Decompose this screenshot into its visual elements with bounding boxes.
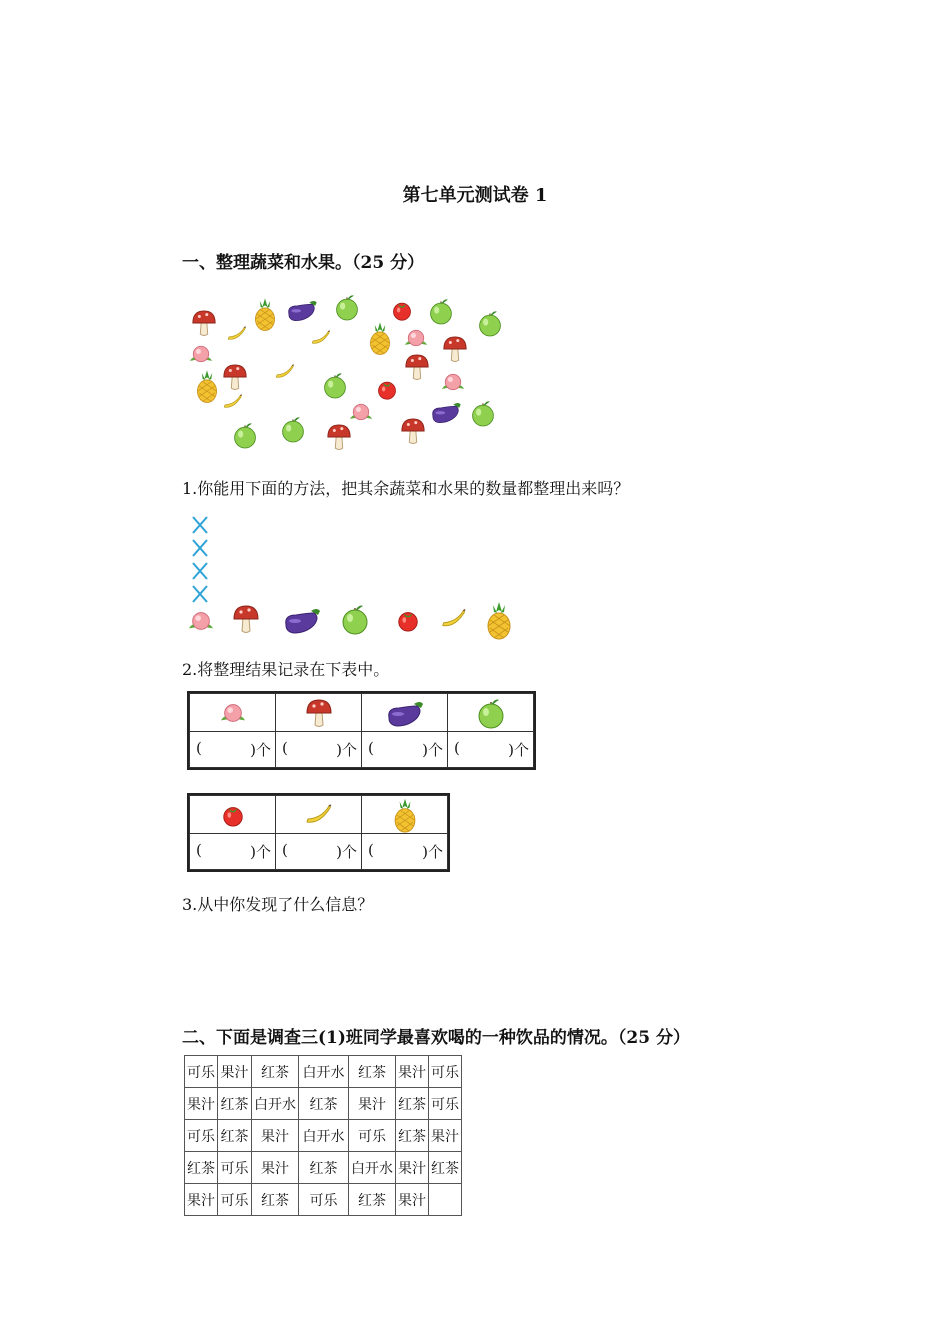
- apple-icon: [476, 697, 506, 729]
- peach-icon: [401, 326, 431, 350]
- page-title: 第七单元测试卷 1: [402, 185, 548, 206]
- survey-cell: 果汁: [396, 1184, 429, 1216]
- survey-cell: 可乐: [218, 1152, 252, 1184]
- mushroom-icon: [305, 697, 333, 729]
- survey-cell: 红茶: [218, 1088, 252, 1120]
- survey-cell: 果汁: [252, 1120, 299, 1152]
- survey-cell: 可乐: [218, 1184, 252, 1216]
- banana-icon: [222, 394, 244, 410]
- survey-cell: 红茶: [252, 1184, 299, 1216]
- survey-cell: 果汁: [396, 1056, 429, 1088]
- apple-icon: [334, 292, 360, 322]
- survey-cell: 可乐: [299, 1184, 349, 1216]
- table-cell-tomato: [190, 796, 276, 834]
- survey-cell: 红茶: [429, 1152, 462, 1184]
- mushroom-icon: [404, 352, 430, 382]
- survey-cell: 红茶: [185, 1152, 218, 1184]
- survey-cell: 红茶: [396, 1120, 429, 1152]
- mushroom-icon: [191, 308, 217, 338]
- survey-cell: 果汁: [185, 1088, 218, 1120]
- survey-cell: 红茶: [349, 1184, 396, 1216]
- pineapple-icon: [252, 296, 278, 332]
- survey-cell: 果汁: [429, 1120, 462, 1152]
- apple-icon: [280, 414, 306, 444]
- mushroom-icon: [222, 362, 248, 392]
- table-row: [185, 1056, 462, 1088]
- tomato-icon: [391, 299, 413, 321]
- survey-cell: 果汁: [396, 1152, 429, 1184]
- table-row: [185, 1120, 462, 1152]
- banana-icon: [274, 364, 296, 380]
- banana-icon: [304, 804, 334, 826]
- table-row: [185, 1088, 462, 1120]
- table-cell-banana: [276, 796, 362, 834]
- answer-blank[interactable]: ( )个: [362, 732, 448, 768]
- answer-blank[interactable]: ( )个: [448, 732, 534, 768]
- peach-icon: [186, 342, 216, 366]
- record-table-2: [189, 795, 448, 870]
- answer-blank[interactable]: ( )个: [190, 732, 276, 768]
- apple-icon: [470, 398, 496, 428]
- apple-icon: [232, 420, 258, 450]
- survey-cell: 可乐: [185, 1056, 218, 1088]
- apple-icon: [340, 602, 370, 636]
- table-cell-apple: [448, 694, 534, 732]
- survey-cell: 白开水: [349, 1152, 396, 1184]
- eggplant-icon: [428, 398, 464, 426]
- survey-cell: 红茶: [299, 1088, 349, 1120]
- question-1: 1.你能用下面的方法，把其余蔬菜和水果的数量都整理出来吗？: [182, 479, 630, 498]
- answer-blank[interactable]: ( )个: [276, 732, 362, 768]
- mushroom-icon: [232, 602, 260, 636]
- question-3: 3.从中你发现了什么信息？: [182, 895, 374, 914]
- eggplant-icon: [383, 697, 427, 729]
- pineapple-icon: [484, 600, 514, 640]
- table-cell-eggplant: [362, 694, 448, 732]
- survey-cell: 果汁: [185, 1184, 218, 1216]
- apple-icon: [428, 296, 454, 326]
- survey-cell: 红茶: [252, 1056, 299, 1088]
- apple-icon: [477, 308, 503, 338]
- survey-cell: 红茶: [349, 1056, 396, 1088]
- banana-icon: [440, 608, 468, 630]
- section-2-heading: 二、下面是调查三(1)班同学最喜欢喝的一种饮品的情况。（25 分）: [182, 1028, 690, 1048]
- pineapple-icon: [194, 368, 220, 404]
- peach-icon: [438, 370, 468, 394]
- tally-marks: [190, 514, 210, 606]
- survey-cell: 可乐: [429, 1056, 462, 1088]
- survey-cell: 红茶: [218, 1120, 252, 1152]
- survey-cell: 果汁: [349, 1088, 396, 1120]
- fruit-vegetable-picture: [182, 290, 512, 460]
- pineapple-icon: [391, 797, 419, 833]
- tomato-icon: [396, 608, 420, 632]
- survey-cell: 可乐: [185, 1120, 218, 1152]
- tomato-icon: [221, 802, 245, 828]
- banana-icon: [226, 326, 248, 342]
- table-cell-peach: [190, 694, 276, 732]
- table-cell-pineapple: [362, 796, 448, 834]
- category-row: [184, 600, 524, 640]
- pineapple-icon: [367, 320, 393, 356]
- survey-cell: 果汁: [252, 1152, 299, 1184]
- peach-icon: [216, 700, 250, 726]
- peach-icon: [346, 400, 376, 424]
- survey-cell: 果汁: [218, 1056, 252, 1088]
- tomato-icon: [376, 378, 398, 400]
- table-cell-mushroom: [276, 694, 362, 732]
- eggplant-icon: [284, 296, 320, 324]
- section-1-heading: 一、整理蔬菜和水果。（25 分）: [182, 253, 425, 273]
- answer-blank[interactable]: ( )个: [362, 834, 448, 870]
- banana-icon: [310, 330, 332, 346]
- mushroom-icon: [326, 422, 352, 452]
- answer-blank[interactable]: ( )个: [276, 834, 362, 870]
- survey-table: [184, 1055, 462, 1216]
- tally-column: [190, 514, 210, 606]
- survey-cell: 白开水: [299, 1056, 349, 1088]
- survey-cell: [429, 1184, 462, 1216]
- answer-blank[interactable]: ( )个: [190, 834, 276, 870]
- question-2: 2.将整理结果记录在下表中。: [182, 660, 390, 679]
- survey-cell: 可乐: [429, 1088, 462, 1120]
- peach-icon: [184, 608, 218, 634]
- survey-cell: 可乐: [349, 1120, 396, 1152]
- mushroom-icon: [400, 416, 426, 446]
- table-row: [185, 1152, 462, 1184]
- survey-cell: 红茶: [396, 1088, 429, 1120]
- survey-cell: 白开水: [252, 1088, 299, 1120]
- survey-cell: 白开水: [299, 1120, 349, 1152]
- mushroom-icon: [442, 334, 468, 364]
- survey-cell: 红茶: [299, 1152, 349, 1184]
- record-table-1: [189, 693, 534, 768]
- apple-icon: [322, 370, 348, 400]
- eggplant-icon: [280, 604, 324, 636]
- table-row: [185, 1184, 462, 1216]
